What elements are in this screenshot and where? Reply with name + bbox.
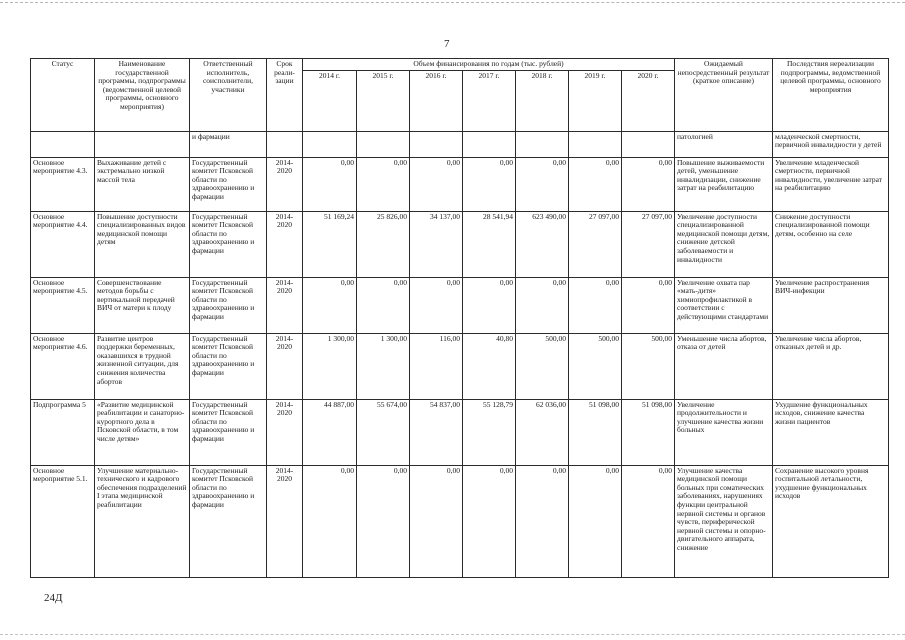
cell-value: 0,00 [463,465,516,577]
cell-executor: и фармации [190,131,267,157]
cell-name: «Развитие медицинской реабилитации и санаторно-курортного дела в Псковской области, в том числе детям» [95,399,190,465]
cell-value: 1 300,00 [303,333,357,399]
cell-value: 0,00 [463,157,516,211]
cell-value: 0,00 [569,465,622,577]
cell-value: 0,00 [357,465,410,577]
cell-expected: Повышение выживаемости детей, уменьшение инвалидизации, снижение затрат на реабилитацию [675,157,773,211]
cell-value: 0,00 [357,277,410,333]
page-number: 7 [444,38,450,50]
cell-value: 40,80 [463,333,516,399]
cell-value: 0,00 [622,465,675,577]
cell-status: Основное мероприятие 5.1. [31,465,95,577]
cell-blank [569,131,622,157]
header-year: 2018 г. [516,70,569,131]
cell-value: 0,00 [410,157,463,211]
cell-value: 0,00 [303,157,357,211]
cell-executor: Государственный комитет Псковской области по здравоохранению и фармации [190,277,267,333]
cell-expected: Уменьшение числа абортов, отказа от детей [675,333,773,399]
cell-consequences: Увеличение младенческой смертности, первичной инвалидности, увеличение затрат на реабилитацию [773,157,889,211]
cell-value: 27 097,00 [569,211,622,277]
cell-value: 0,00 [303,277,357,333]
cell-consequences: Увеличение распространения ВИЧ-инфекции [773,277,889,333]
cell-status: Подпрограмма 5 [31,399,95,465]
cell-value: 500,00 [622,333,675,399]
cell-status: Основное мероприятие 4.5. [31,277,95,333]
cell-executor: Государственный комитет Псковской области по здравоохранению и фармации [190,211,267,277]
table-row [31,277,889,333]
cell-name: Совершенствование методов борьбы с вертикальной передачей ВИЧ от матери к плоду [95,277,190,333]
cell-value: 51 098,00 [569,399,622,465]
cell-value: 0,00 [516,157,569,211]
cell-value: 0,00 [622,277,675,333]
cell-value: 116,00 [410,333,463,399]
table-row [31,465,889,577]
cell-value: 0,00 [357,157,410,211]
cell-executor: Государственный комитет Псковской области по здравоохранению и фармации [190,399,267,465]
header-status: Статус [31,59,95,132]
cell-value: 55 674,00 [357,399,410,465]
header-year: 2015 г. [357,70,410,131]
cell-status: Основное мероприятие 4.3. [31,157,95,211]
header-term: Срок реали-зации [267,59,303,132]
header-executor: Ответственный исполнитель, соисполнители, участники [190,59,267,132]
cell-value: 0,00 [569,157,622,211]
footer-code: 24Д [44,592,63,604]
cell-value: 51 098,00 [622,399,675,465]
cell-blank [622,131,675,157]
cell-value: 500,00 [569,333,622,399]
cell-consequences: Увеличение числа абортов, отказных детей и др. [773,333,889,399]
funding-table [30,58,889,578]
header-consequences: Последствия нереализации подпрограммы, ведомственной целевой программы, основного мероприятия [773,59,889,132]
table-row [31,333,889,399]
cell-value: 28 541,94 [463,211,516,277]
header-year: 2016 г. [410,70,463,131]
cell-term: 2014-2020 [267,211,303,277]
cell-name: Развитие центров поддержки беременных, оказавшихся в трудной жизненной ситуации, для снижения количества абортов [95,333,190,399]
cell-value: 500,00 [516,333,569,399]
cell-blank [267,131,303,157]
bottom-edge-line [0,634,905,635]
cell-term: 2014-2020 [267,333,303,399]
cell-value: 0,00 [303,465,357,577]
cell-value: 51 169,24 [303,211,357,277]
cell-blank [516,131,569,157]
cell-executor: Государственный комитет Псковской области по здравоохранению и фармации [190,465,267,577]
cell-executor: Государственный комитет Псковской области по здравоохранению и фармации [190,157,267,211]
cell-blank [410,131,463,157]
cell-term: 2014-2020 [267,465,303,577]
cell-value: 55 128,79 [463,399,516,465]
cell-blank [303,131,357,157]
header-year: 2020 г. [622,70,675,131]
cell-name: Выхаживание детей с экстремально низкой массой тела [95,157,190,211]
top-edge-line [0,2,905,3]
cell-value: 0,00 [569,277,622,333]
cell-term: 2014-2020 [267,399,303,465]
header-expected: Ожидаемый непосредственный результат (краткое описание) [675,59,773,132]
cell-blank [357,131,410,157]
table-row [31,157,889,211]
cell-value: 623 490,00 [516,211,569,277]
cell-consequences: младенческой смертности, первичной инвалидности у детей [773,131,889,157]
cell-value: 1 300,00 [357,333,410,399]
cell-value: 62 036,00 [516,399,569,465]
cell-value: 34 137,00 [410,211,463,277]
cell-value: 0,00 [622,157,675,211]
cell-value: 0,00 [410,465,463,577]
cell-value: 0,00 [463,277,516,333]
cell-value: 25 826,00 [357,211,410,277]
table-row [31,399,889,465]
cell-expected: Увеличение доступности специализированной медицинской помощи детям, снижение детской заболеваемости и инвалидности [675,211,773,277]
header-year: 2019 г. [569,70,622,131]
cell-status: Основное мероприятие 4.4. [31,211,95,277]
cell-value: 44 887,00 [303,399,357,465]
continuation-row [31,131,889,157]
cell-value: 0,00 [516,465,569,577]
cell-value: 54 837,00 [410,399,463,465]
cell-status: Основное мероприятие 4.6. [31,333,95,399]
cell-value: 0,00 [410,277,463,333]
cell-term: 2014-2020 [267,157,303,211]
table-row [31,211,889,277]
cell-expected: патологией [675,131,773,157]
cell-expected: Увеличение охвата пар «мать-дитя» химиопрофилактикой в соответствии с действующими стандартами [675,277,773,333]
cell-blank [463,131,516,157]
cell-name: Улучшение материально-технического и кадрового обеспечения подразделений I этапа медицинской реабилитации [95,465,190,577]
cell-value: 0,00 [516,277,569,333]
header-row [31,59,889,71]
cell-consequences: Снижение доступности специализированной помощи детям, особенно на селе [773,211,889,277]
cell-consequences: Сохранение высокого уровня госпитальной летальности, ухудшение функциональных исходов [773,465,889,577]
header-year: 2017 г. [463,70,516,131]
cell-expected: Улучшение качества медицинской помощи больных при соматических заболеваниях, нарушениях функции центральной нервной системы и органов чувств, периферической нервной системы и опорно-двигательного аппарата, снижение [675,465,773,577]
cell-value: 27 097,00 [622,211,675,277]
header-year: 2014 г. [303,70,357,131]
header-funding: Объем финансирования по годам (тыс. рублей) [303,59,675,71]
cell-name: Повышение доступности специализированных видов медицинской помощи детям [95,211,190,277]
header-name: Наименование государственной программы, подпрограммы (ведомственной целевой программы, основного мероприятия) [95,59,190,132]
cell-blank [31,131,95,157]
cell-expected: Увеличение продолжительности и улучшение качества жизни больных [675,399,773,465]
cell-blank [95,131,190,157]
cell-executor: Государственный комитет Псковской области по здравоохранению и фармации [190,333,267,399]
cell-consequences: Ухудшение функциональных исходов, снижение качества жизни пациентов [773,399,889,465]
cell-term: 2014-2020 [267,277,303,333]
